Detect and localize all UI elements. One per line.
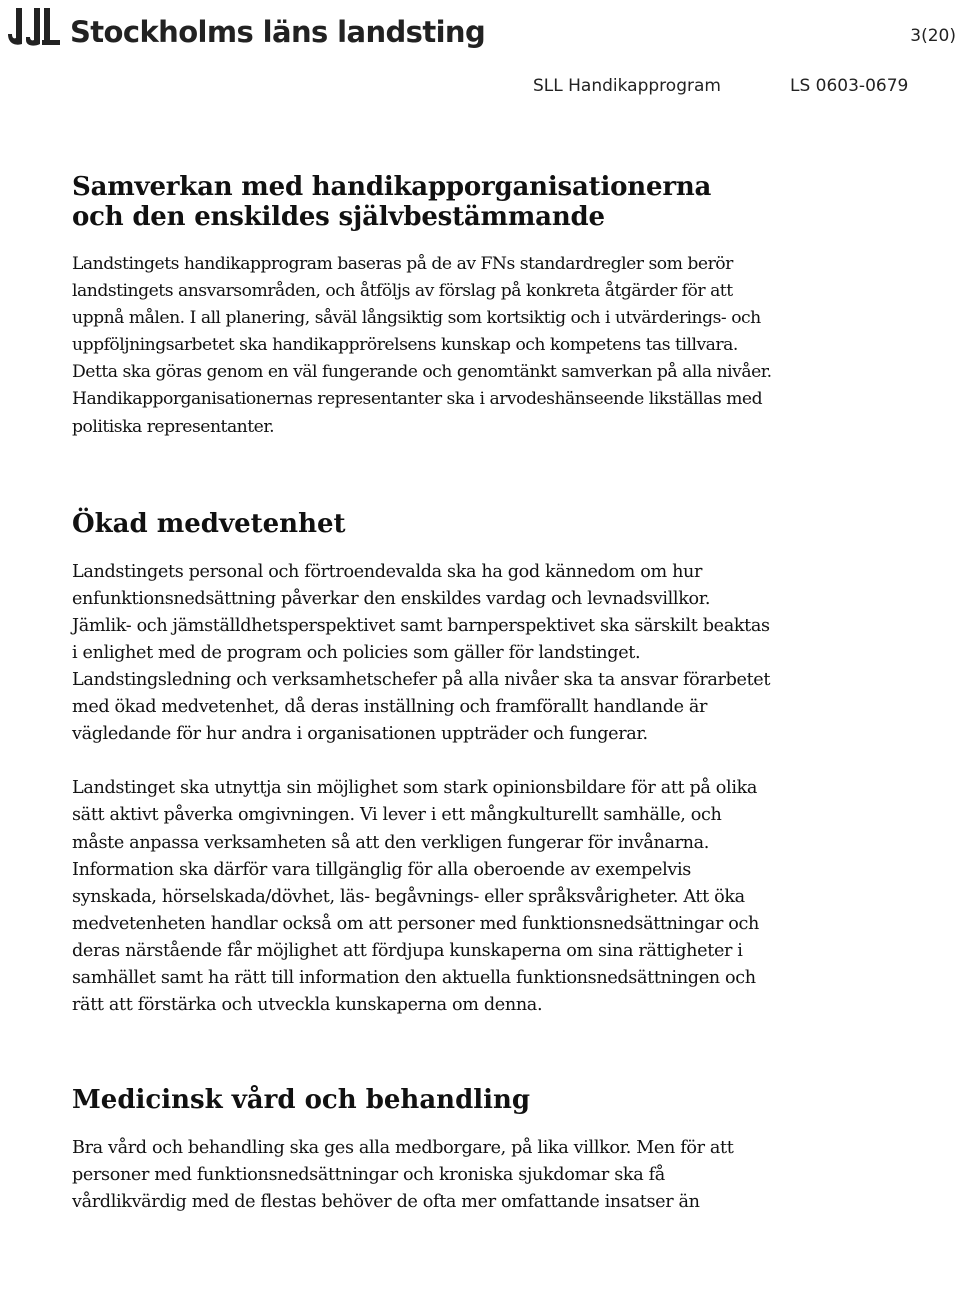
section-paragraph: Landstingets handikapprogram baseras på de av FNs standardregler som berör landstingets ansvarsområden, och åtföljs av förslag på konkreta åtgärder för att uppnå målen. I all planering, såväl långsiktig som kortsiktig och i utvärderings- och uppföljningsarbetet ska handikapprörelsens kunskap och kompetens tas tillvara. Detta ska göras genom en väl fungerande och genomtänkt samverkan på alla nivåer. Handikapporganisationernas representanter ska i arvodeshänseende likställas med politiska representanter. [72,254,772,437]
document-number: LS 0603-0679 [790,76,909,96]
document-title: SLL Handikapprogram [533,76,721,96]
section-paragraph: Landstingets personal och förtroendevalda ska ha god kännedom om hur enfunktionsnedsättning påverkar den enskildes vardag och levnadsvillkor. Jämlik- och jämställdhetsperspektivet samt barnperspektivet ska särskilt beaktas i enlighet med de program och policies som gäller för landstinget. Landstingsledning och verksamhetschefer på alla nivåer ska ta ansvar förarbetet med ökad medvetenhet, då deras inställning och framförallt handlande är vägledande för hur andra i organisationen uppträder och fungerar. [72,561,771,745]
section-heading: Ökad medvetenhet [72,508,346,539]
section-okad-medvetenhet [72,509,772,1020]
section-paragraph: Bra vård och behandling ska ges alla medborgare, på lika villkor. Men för att personer med funktionsnedsättningar och kroniska sjukdomar ska få vårdlikvärdig med de flestas behöver de ofta mer omfattande insatser än [72,1138,734,1213]
section-samverkan [72,172,772,441]
section-paragraph: Landstinget ska utnyttja sin möjlighet som stark opinionsbildare för att på olika sätt aktivt påverka omgivningen. Vi lever i ett mångkulturellt samhälle, och måste anpassa verksamheten så att den verkligen fungerar för invånarna. Information ska därför vara tillgänglig för alla oberoende av exempelvis synskada, hörselskada/dövhet, läs- begåvnings- eller språksvårigheter. Att öka medvetenheten handlar också om att personer med funktionsnedsättningar och deras närstående får möjlighet att fördjupa kunskaperna om sina rättigheter i samhället samt ha rätt till information den aktuella funktionsnedsättningen och rätt att förstärka och utveckla kunskaperna om denna. [72,778,759,1016]
page-number: 3(20) [910,26,956,46]
section-medicinsk-vard [72,1085,772,1216]
document-body [72,172,772,1216]
organization-logo [4,4,485,52]
sll-logo-mark-icon [4,4,64,52]
organization-name: Stockholms läns landsting [70,15,486,49]
section-heading: Medicinsk vård och behandling [72,1085,531,1116]
section-heading: Samverkan med handikapporganisationerna och den enskildes självbestämmande [72,172,712,232]
